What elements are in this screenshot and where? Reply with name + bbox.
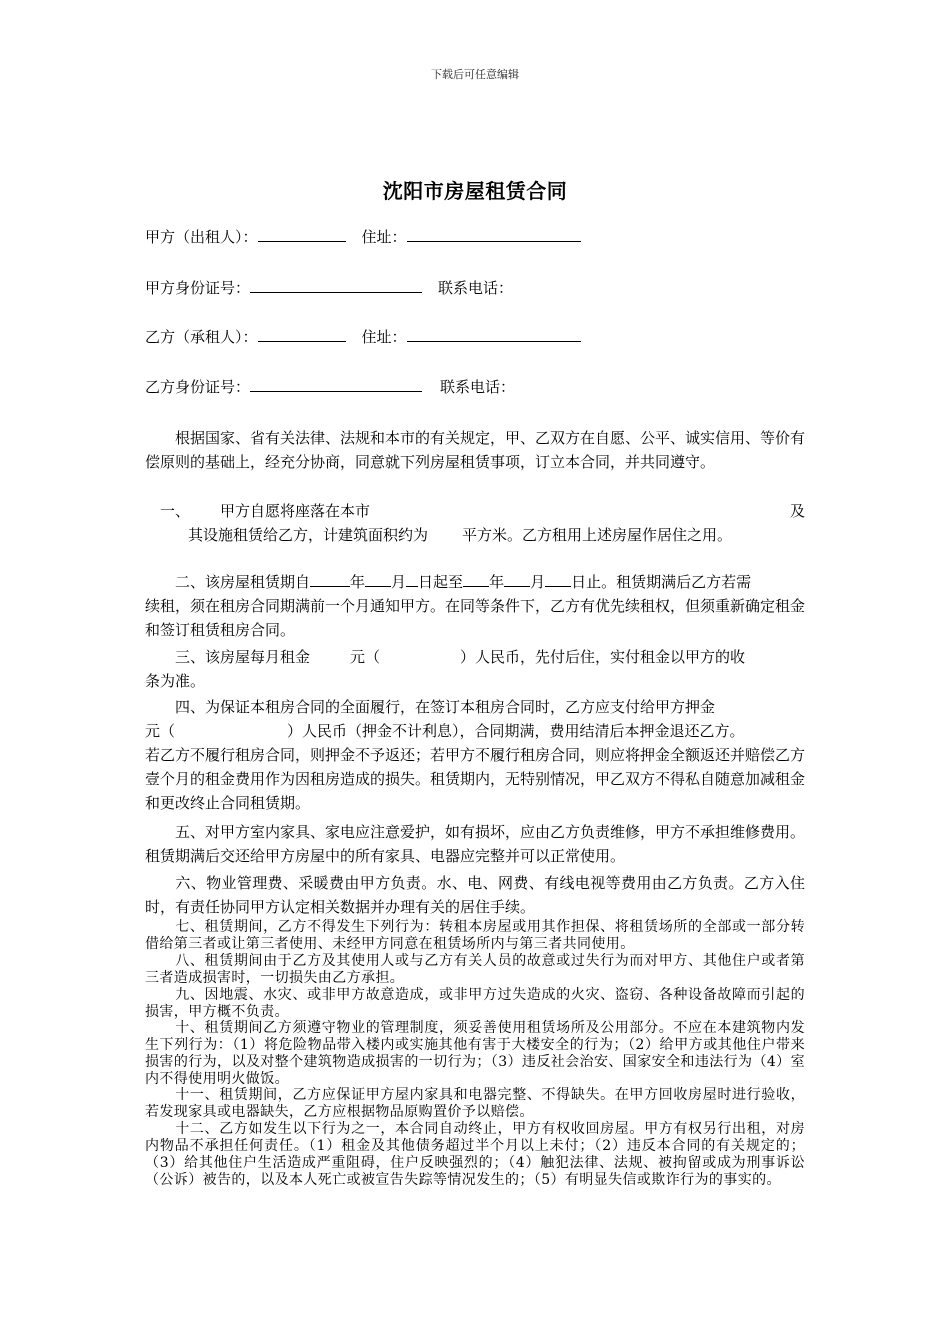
clause-3-mid: ）人民币，先付后住，实付租金以甲方的收 — [460, 648, 746, 666]
start-year-blank[interactable] — [310, 572, 350, 587]
clause-1-line2a: 其设施租赁给乙方，计建筑面积约为 — [188, 526, 429, 544]
clause-5 — [145, 820, 805, 868]
clause-2-rest: 续租，须在租房合同期满前一个月通知甲方。在同等条件下，乙方有优先续租权，但须重新确定租金和签订租赁租房合同。 — [145, 597, 806, 639]
party-a-id-label: 甲方身份证号： — [145, 279, 251, 297]
clause-1-number: 一、 — [160, 502, 191, 520]
party-a-address-label: 住址： — [361, 228, 407, 246]
clause-9 — [145, 987, 805, 1021]
intro-paragraph — [145, 426, 805, 474]
clause-2-start: 二、该房屋租赁期自 — [175, 573, 311, 591]
end-month-blank[interactable] — [504, 572, 530, 587]
clause-2-year2: 年 — [489, 573, 505, 591]
party-a-row — [145, 226, 581, 247]
clause-2-day2: 日止。租赁期满后乙方若需 — [571, 573, 752, 591]
clause-2-day1: 日起至 — [418, 573, 464, 591]
clause-4-rest: 若乙方不履行租房合同，则押金不予返还；若甲方不履行租房合同，则应将押金全额返还并赔偿乙方壹个月的租金费用作为因租房造成的损失。租赁期内，无特别情况，甲乙双方不得私自随意加减租金和更改终止合同租赁期。 — [145, 746, 806, 812]
clause-4-mid: ）人民币（押金不计利息），合同期满，费用结清后本押金退还乙方。 — [287, 722, 745, 740]
clause-11-text: 十一、租赁期间，乙方应保证甲方屋内家具和电器完整、不得缺失。在甲方回收房屋时进行验收，若发现家具或电器缺失，乙方应根据物品原购置价予以赔偿。 — [145, 1087, 805, 1120]
party-b-name-blank[interactable] — [258, 327, 346, 342]
party-b-row — [145, 326, 581, 347]
clause-7-text: 七、租赁期间，乙方不得发生下列行为：转租本房屋或用其作担保、将租赁场所的全部或一部分转借给第三者或让第三者使用、未经甲方同意在租赁场所内与第三者共同使用。 — [145, 919, 805, 952]
party-b-address-label: 住址： — [361, 328, 407, 346]
clause-2-month2: 月 — [530, 573, 546, 591]
clause-8-text: 八、租赁期间由于乙方及其使用人或与乙方有关人员的故意或过失行为而对甲方、其他住户或者第三者造成损害时，一切损失由乙方承担。 — [145, 953, 805, 986]
contract-title: 沈阳市房屋租赁合同 — [382, 179, 568, 203]
clause-5-text: 五、对甲方室内家具、家电应注意爱护，如有损坏，应由乙方负责维修，甲方不承担维修费用。租赁期满后交还给甲方房屋中的所有家具、电器应完整并可以正常使用。 — [145, 823, 806, 865]
party-a-address-blank[interactable] — [407, 227, 581, 242]
party-b-label: 乙方（承租人）： — [145, 328, 258, 346]
clause-1 — [160, 499, 805, 547]
party-b-id-row — [145, 376, 515, 397]
party-b-id-label: 乙方身份证号： — [145, 378, 251, 396]
end-day-blank[interactable] — [545, 572, 571, 587]
intro-text: 根据国家、省有关法律、法规和本市的有关规定，甲、乙双方在自愿、公平、诚实信用、等价有偿原则的基础上，经充分协商，同意就下列房屋租赁事项，订立本合同，并共同遵守。 — [145, 429, 806, 471]
party-b-address-blank[interactable] — [407, 327, 581, 342]
party-b-phone-label: 联系电话： — [440, 378, 516, 396]
clause-9-text: 九、因地震、水灾、或非甲方故意造成，或非甲方过失造成的火灾、盗窃、各种设备故障而引起的损害，甲方概不负责。 — [145, 987, 805, 1020]
clause-2-year1: 年 — [350, 573, 366, 591]
clause-12-text: 十二、乙方如发生以下行为之一，本合同自动终止，甲方有权收回房屋。甲方有权另行出租，对房内物品不承担任何责任。（1）租金及其他债务超过半个月以上未付；（2）违反本合同的有关规定的；（3）给其他住户生活造成严重阻碍，住户反映强烈的；（4）触犯法律、法规、被拘留或成为刑事诉讼（公诉）被告的，以及本人死亡或被宣告失踪等情况发生的；（5）有明显失信或欺诈行为的事实的。 — [145, 1121, 805, 1188]
clause-3-start: 三、该房屋每月租金 — [175, 648, 311, 666]
end-year-blank[interactable] — [463, 572, 489, 587]
party-a-phone-label: 联系电话： — [438, 279, 514, 297]
clause-1-part1: 甲方自愿将座落在本市 — [220, 502, 371, 520]
start-day-blank[interactable] — [406, 572, 418, 587]
clause-6-text: 六、物业管理费、采暖费由甲方负责。水、电、网费、有线电视等费用由乙方负责。乙方入住时，有责任协同甲方认定相关数据并办理有关的居住手续。 — [145, 874, 805, 916]
clause-2-month1: 月 — [391, 573, 407, 591]
clause-4-start: 四、为保证本租房合同的全面履行，在签订本租房合同时，乙方应支付给甲方押金 — [175, 698, 716, 716]
clause-10 — [145, 1020, 805, 1088]
clause-11 — [145, 1087, 805, 1121]
start-month-blank[interactable] — [365, 572, 391, 587]
clause-7 — [145, 919, 805, 953]
party-b-id-blank[interactable] — [250, 377, 422, 392]
clause-12 — [145, 1121, 805, 1189]
party-a-name-blank[interactable] — [258, 227, 346, 242]
clause-1-line2b: 平方米。乙方租用上述房屋作居住之用。 — [462, 526, 733, 544]
clause-3-rest: 条为准。 — [145, 672, 206, 690]
party-a-id-row — [145, 277, 513, 298]
clause-4 — [145, 695, 805, 815]
clause-3 — [145, 645, 805, 693]
clause-4-yuan: 元（ — [145, 722, 176, 740]
clause-3-yuan: 元（ — [350, 648, 381, 666]
clause-8 — [145, 953, 805, 987]
clause-6 — [145, 871, 805, 919]
header-note: 下载后可任意编辑 — [431, 68, 519, 81]
clause-2 — [145, 570, 805, 642]
clause-1-part2: 及 — [789, 502, 805, 520]
party-a-id-blank[interactable] — [250, 278, 422, 293]
party-a-label: 甲方（出租人）： — [145, 228, 258, 246]
clause-10-text: 十、租赁期间乙方须遵守物业的管理制度，须妥善使用租赁场所及公用部分。不应在本建筑物内发生下列行为：（1）将危险物品带入楼内或实施其他有害于大楼安全的行为；（2）给甲方或其他住户带来损害的行为，以及对整个建筑物造成损害的一切行为；（3）违反社会治安、国家安全和违法行为（4）室内不得使用明火做饭。 — [145, 1020, 805, 1087]
